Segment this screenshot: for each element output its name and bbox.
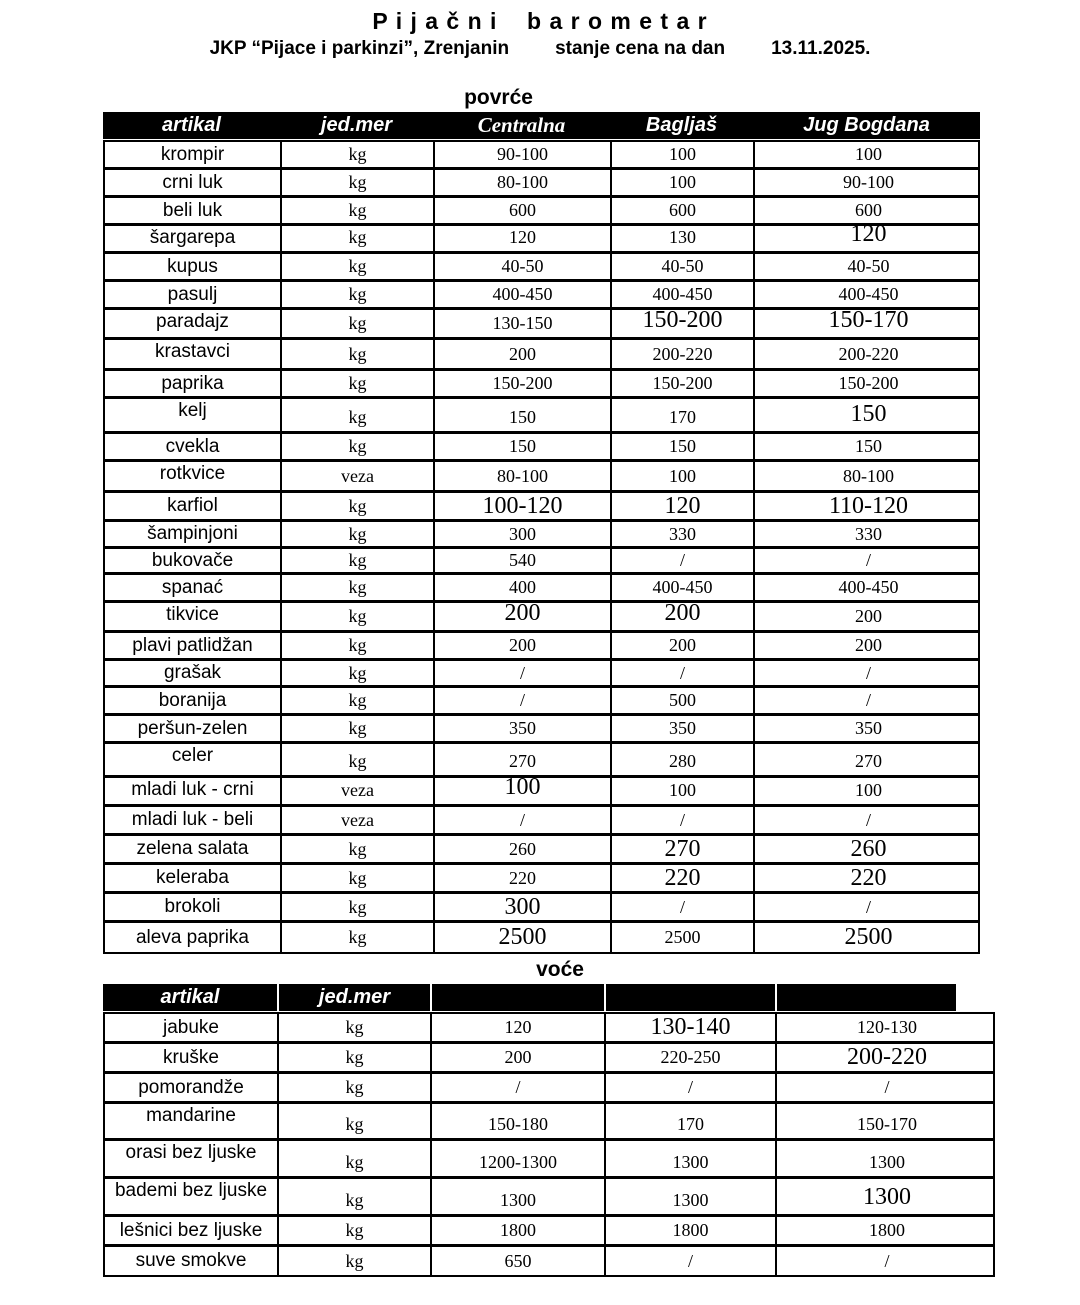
unit-cell: kg (282, 549, 435, 572)
artikal-cell: crni luk (105, 170, 282, 195)
price-cell-bagljas: 200 (612, 633, 755, 658)
unit-cell: kg (279, 1074, 432, 1101)
price-cell-col5: 1300 (869, 1152, 905, 1172)
table-row (105, 226, 978, 254)
price-cell-centralna: 200 (435, 340, 612, 368)
table-header-row (103, 984, 956, 1011)
table-row (105, 575, 978, 603)
table-row (105, 1044, 993, 1074)
artikal-cell: peršun-zelen (105, 716, 282, 741)
price-cell-bagljas: 100 (612, 170, 755, 195)
price-cell-col5: / (884, 1250, 890, 1271)
unit-cell: kg (282, 744, 435, 775)
table-row (105, 778, 978, 807)
price-cell-bagljas: 100 (612, 462, 755, 490)
unit-cell: veza (282, 462, 435, 490)
artikal-cell: šampinjoni (105, 522, 282, 546)
org-name: JKP “Pijace i parkinzi”, Zrenjanin (209, 38, 510, 59)
price-cell-centralna: 270 (435, 744, 612, 775)
artikal-cell: tikvice (105, 603, 282, 630)
price-cell-jug-bogdana: 200 (855, 606, 882, 626)
unit-cell: kg (279, 1179, 432, 1214)
table-row (105, 716, 978, 744)
column-header-col3 (430, 984, 604, 1011)
table-row (105, 744, 978, 778)
price-cell-jug-bogdana: / (865, 809, 871, 830)
price-cell-jug-bogdana: 150 (850, 401, 887, 427)
price-cell-col4: 170 (606, 1104, 777, 1138)
table-row (105, 399, 978, 434)
section-title-voce: voće (536, 958, 584, 981)
table-row (105, 1141, 993, 1179)
price-cell-col4: / (606, 1074, 777, 1101)
artikal-cell: boranija (105, 688, 282, 713)
unit-cell: kg (282, 142, 435, 167)
unit-cell: kg (282, 399, 435, 431)
price-cell-bagljas: / (612, 807, 755, 833)
price-cell-jug-bogdana: / (865, 690, 871, 710)
artikal-cell: bademi bez ljuske (105, 1179, 279, 1214)
column-header-unit: jed.mer (277, 984, 430, 1011)
price-cell-col3: 650 (432, 1247, 606, 1275)
table-row (105, 434, 978, 462)
document-subtitle (0, 38, 1080, 60)
price-cell-bagljas: 130 (612, 226, 755, 251)
artikal-cell: krompir (105, 142, 282, 167)
table-row (105, 603, 978, 633)
table-row (105, 1179, 993, 1217)
column-header-centralna: Centralna (477, 113, 566, 137)
price-cell-jug-bogdana: 40-50 (847, 256, 890, 276)
price-cell-jug-bogdana: 330 (855, 523, 882, 544)
price-cell-bagljas: / (612, 549, 755, 572)
price-cell-bagljas: 150-200 (612, 371, 755, 396)
price-cell-centralna: 200 (435, 603, 612, 630)
price-cell-col5: 1800 (869, 1220, 905, 1240)
price-cell-centralna: 130-150 (435, 310, 612, 337)
table-row (105, 633, 978, 661)
price-cell-bagljas: 170 (612, 399, 755, 431)
table-row (105, 1104, 993, 1141)
artikal-cell: spanać (105, 575, 282, 600)
price-cell-centralna: 80-100 (435, 170, 612, 195)
column-header-jug-bogdana: Jug Bogdana (803, 114, 930, 136)
unit-cell: veza (282, 807, 435, 833)
price-cell-jug-bogdana: / (865, 662, 871, 683)
table-row (105, 1217, 993, 1247)
table-row (105, 865, 978, 894)
table-row (105, 688, 978, 716)
price-cell-jug-bogdana: / (865, 896, 871, 917)
artikal-cell: keleraba (105, 865, 282, 891)
table-row (105, 282, 978, 310)
unit-cell: kg (282, 836, 435, 862)
unit-cell: kg (282, 198, 435, 223)
artikal-cell: kupus (105, 254, 282, 279)
table-row (105, 371, 978, 399)
unit-cell: kg (282, 340, 435, 368)
artikal-cell: pomorandže (105, 1074, 279, 1101)
table-row (105, 807, 978, 836)
table-row (105, 549, 978, 575)
unit-cell: kg (282, 661, 435, 685)
price-cell-col3: 120 (432, 1014, 606, 1041)
price-cell-jug-bogdana: 350 (855, 718, 882, 738)
artikal-cell: bukovače (105, 549, 282, 572)
price-cell-bagljas: 40-50 (612, 254, 755, 279)
price-cell-bagljas: 400-450 (612, 282, 755, 307)
column-header-col5 (775, 984, 956, 1011)
price-cell-jug-bogdana: 90-100 (843, 172, 894, 192)
artikal-cell: zelena salata (105, 836, 282, 862)
artikal-cell: suve smokve (105, 1247, 279, 1275)
price-cell-jug-bogdana: 2500 (844, 924, 893, 950)
price-cell-jug-bogdana: 150-170 (828, 310, 909, 333)
artikal-cell: mladi luk - crni (105, 778, 282, 804)
table-row (105, 170, 978, 198)
table-row (105, 340, 978, 371)
unit-cell: kg (279, 1014, 432, 1041)
unit-cell: kg (282, 282, 435, 307)
unit-cell: kg (282, 894, 435, 920)
unit-cell: kg (282, 254, 435, 279)
price-cell-col5: 120-130 (857, 1017, 917, 1037)
table-row (105, 1247, 993, 1275)
price-cell-bagljas: 600 (612, 198, 755, 223)
artikal-cell: aleva paprika (105, 923, 282, 952)
price-cell-bagljas: 400-450 (612, 575, 755, 600)
price-cell-centralna: 40-50 (435, 254, 612, 279)
unit-cell: kg (279, 1247, 432, 1275)
artikal-cell: mladi luk - beli (105, 807, 282, 833)
price-cell-bagljas: / (612, 661, 755, 685)
artikal-cell: karfiol (105, 493, 282, 519)
price-cell-bagljas: 200-220 (612, 340, 755, 368)
price-cell-jug-bogdana: 600 (855, 200, 882, 220)
price-cell-centralna: 300 (435, 894, 612, 920)
unit-cell: veza (282, 778, 435, 804)
unit-cell: kg (282, 371, 435, 396)
table-row (105, 198, 978, 226)
unit-cell: kg (282, 170, 435, 195)
table-row (105, 836, 978, 865)
artikal-cell: celer (105, 744, 282, 775)
column-header-col4 (604, 984, 775, 1011)
artikal-cell: rotkvice (105, 462, 282, 490)
artikal-cell: orasi bez ljuske (105, 1141, 279, 1176)
table-body (103, 1012, 995, 1277)
price-cell-jug-bogdana: 200-220 (838, 344, 899, 364)
table-row (105, 254, 978, 282)
povrce-table (103, 112, 980, 954)
price-cell-centralna: 600 (435, 198, 612, 223)
price-cell-jug-bogdana: / (865, 550, 871, 570)
price-cell-centralna: 400 (435, 575, 612, 600)
section-title-povrce: povrće (464, 86, 533, 109)
price-cell-bagljas: 350 (612, 716, 755, 741)
date: 13.11.2025. (771, 38, 871, 59)
price-cell-bagljas: 100 (612, 142, 755, 167)
unit-cell: kg (282, 716, 435, 741)
price-cell-jug-bogdana: 120 (850, 226, 887, 247)
price-cell-bagljas: 330 (612, 522, 755, 546)
price-cell-bagljas: 2500 (612, 923, 755, 952)
table-row (105, 661, 978, 688)
unit-cell: kg (279, 1104, 432, 1138)
unit-cell: kg (282, 865, 435, 891)
artikal-cell: grašak (105, 661, 282, 685)
price-cell-centralna: 150-200 (435, 371, 612, 396)
unit-cell: kg (282, 310, 435, 337)
price-cell-centralna: 300 (435, 522, 612, 546)
unit-cell: kg (282, 434, 435, 459)
price-cell-bagljas: 150-200 (612, 310, 755, 337)
price-cell-jug-bogdana: 200 (855, 635, 882, 655)
price-cell-jug-bogdana: 100 (855, 144, 882, 164)
price-cell-centralna: 2500 (435, 923, 612, 952)
price-cell-bagljas: 100 (612, 778, 755, 804)
artikal-cell: pasulj (105, 282, 282, 307)
table-row (105, 1014, 993, 1044)
artikal-cell: cvekla (105, 434, 282, 459)
price-cell-centralna: 80-100 (435, 462, 612, 490)
price-cell-centralna: / (435, 661, 612, 685)
price-cell-bagljas: 280 (612, 744, 755, 775)
price-cell-jug-bogdana: 220 (850, 865, 887, 891)
unit-cell: kg (282, 575, 435, 600)
price-cell-jug-bogdana: 400-450 (838, 577, 899, 597)
price-cell-col5: 150-170 (857, 1114, 917, 1134)
artikal-cell: jabuke (105, 1014, 279, 1041)
voce-table (103, 984, 995, 1277)
price-cell-centralna: / (435, 807, 612, 833)
price-cell-col4: 1300 (606, 1141, 777, 1176)
table-row (105, 894, 978, 923)
price-cell-centralna: 200 (435, 633, 612, 658)
column-header-bagljas: Bagljaš (645, 114, 718, 136)
table-row (105, 493, 978, 522)
price-cell-col4: 1800 (606, 1217, 777, 1244)
price-cell-jug-bogdana: 110-120 (828, 493, 909, 519)
unit-cell: kg (282, 603, 435, 630)
price-cell-jug-bogdana: 400-450 (838, 284, 899, 304)
price-cell-jug-bogdana: 100 (855, 780, 882, 800)
price-cell-centralna: 150 (435, 399, 612, 431)
price-cell-bagljas: / (612, 894, 755, 920)
price-cell-col4: 130-140 (606, 1014, 777, 1041)
unit-cell: kg (282, 522, 435, 546)
document-title: P i j a č n i b a r o m e t a r (372, 8, 708, 34)
price-cell-bagljas: 500 (612, 688, 755, 713)
price-cell-centralna: 350 (435, 716, 612, 741)
table-row (105, 142, 978, 170)
price-cell-bagljas: 120 (612, 493, 755, 519)
column-header-artikal: artikal (160, 986, 220, 1008)
price-cell-jug-bogdana: 260 (850, 836, 887, 862)
price-cell-centralna: 100-120 (435, 493, 612, 519)
price-cell-col5: 1300 (863, 1184, 911, 1210)
unit-cell: kg (279, 1141, 432, 1176)
artikal-cell: krastavci (105, 340, 282, 368)
price-cell-col3: 1800 (432, 1217, 606, 1244)
table-row (105, 310, 978, 340)
price-cell-col5: 200-220 (847, 1044, 927, 1070)
artikal-cell: kruške (105, 1044, 279, 1071)
price-cell-col4: 1300 (606, 1179, 777, 1214)
status-label: stanje cena na dan (555, 38, 726, 59)
price-cell-jug-bogdana: 270 (855, 751, 882, 771)
artikal-cell: plavi patlidžan (105, 633, 282, 658)
artikal-cell: mandarine (105, 1104, 279, 1138)
price-cell-jug-bogdana: 150-200 (838, 373, 899, 393)
price-cell-jug-bogdana: 80-100 (843, 466, 894, 486)
unit-cell: kg (282, 633, 435, 658)
price-cell-centralna: 90-100 (435, 142, 612, 167)
price-cell-centralna: 400-450 (435, 282, 612, 307)
artikal-cell: paprika (105, 371, 282, 396)
table-row (105, 923, 978, 952)
price-cell-centralna: 220 (435, 865, 612, 891)
price-cell-col3: 1300 (432, 1179, 606, 1214)
price-cell-col5: / (884, 1077, 890, 1097)
price-cell-centralna: 540 (435, 549, 612, 572)
price-cell-centralna: 260 (435, 836, 612, 862)
price-cell-centralna: 120 (435, 226, 612, 251)
unit-cell: kg (279, 1217, 432, 1244)
artikal-cell: brokoli (105, 894, 282, 920)
price-cell-col4: / (606, 1247, 777, 1275)
price-cell-centralna: 100 (435, 778, 612, 804)
artikal-cell: kelj (105, 399, 282, 431)
column-header-unit: jed.mer (320, 114, 393, 136)
unit-cell: kg (279, 1044, 432, 1071)
column-header-artikal: artikal (162, 114, 221, 136)
unit-cell: kg (282, 688, 435, 713)
artikal-cell: šargarepa (105, 226, 282, 251)
artikal-cell: beli luk (105, 198, 282, 223)
artikal-cell: lešnici bez ljuske (105, 1217, 279, 1244)
price-cell-col4: 220-250 (606, 1044, 777, 1071)
artikal-cell: paradajz (105, 310, 282, 337)
price-cell-bagljas: 270 (612, 836, 755, 862)
price-cell-col3: / (432, 1074, 606, 1101)
table-header-row (103, 112, 980, 139)
price-cell-bagljas: 220 (612, 865, 755, 891)
price-cell-bagljas: 150 (612, 434, 755, 459)
unit-cell: kg (282, 493, 435, 519)
price-cell-col3: 1200-1300 (432, 1141, 606, 1176)
unit-cell: kg (282, 923, 435, 952)
price-cell-centralna: 150 (435, 434, 612, 459)
price-cell-col3: 150-180 (432, 1104, 606, 1138)
price-cell-centralna: / (435, 688, 612, 713)
price-cell-jug-bogdana: 150 (855, 436, 882, 456)
price-cell-bagljas: 200 (612, 603, 755, 630)
table-row (105, 522, 978, 549)
table-row (105, 1074, 993, 1104)
table-body (103, 140, 980, 954)
price-cell-col3: 200 (432, 1044, 606, 1071)
unit-cell: kg (282, 226, 435, 251)
table-row (105, 462, 978, 493)
